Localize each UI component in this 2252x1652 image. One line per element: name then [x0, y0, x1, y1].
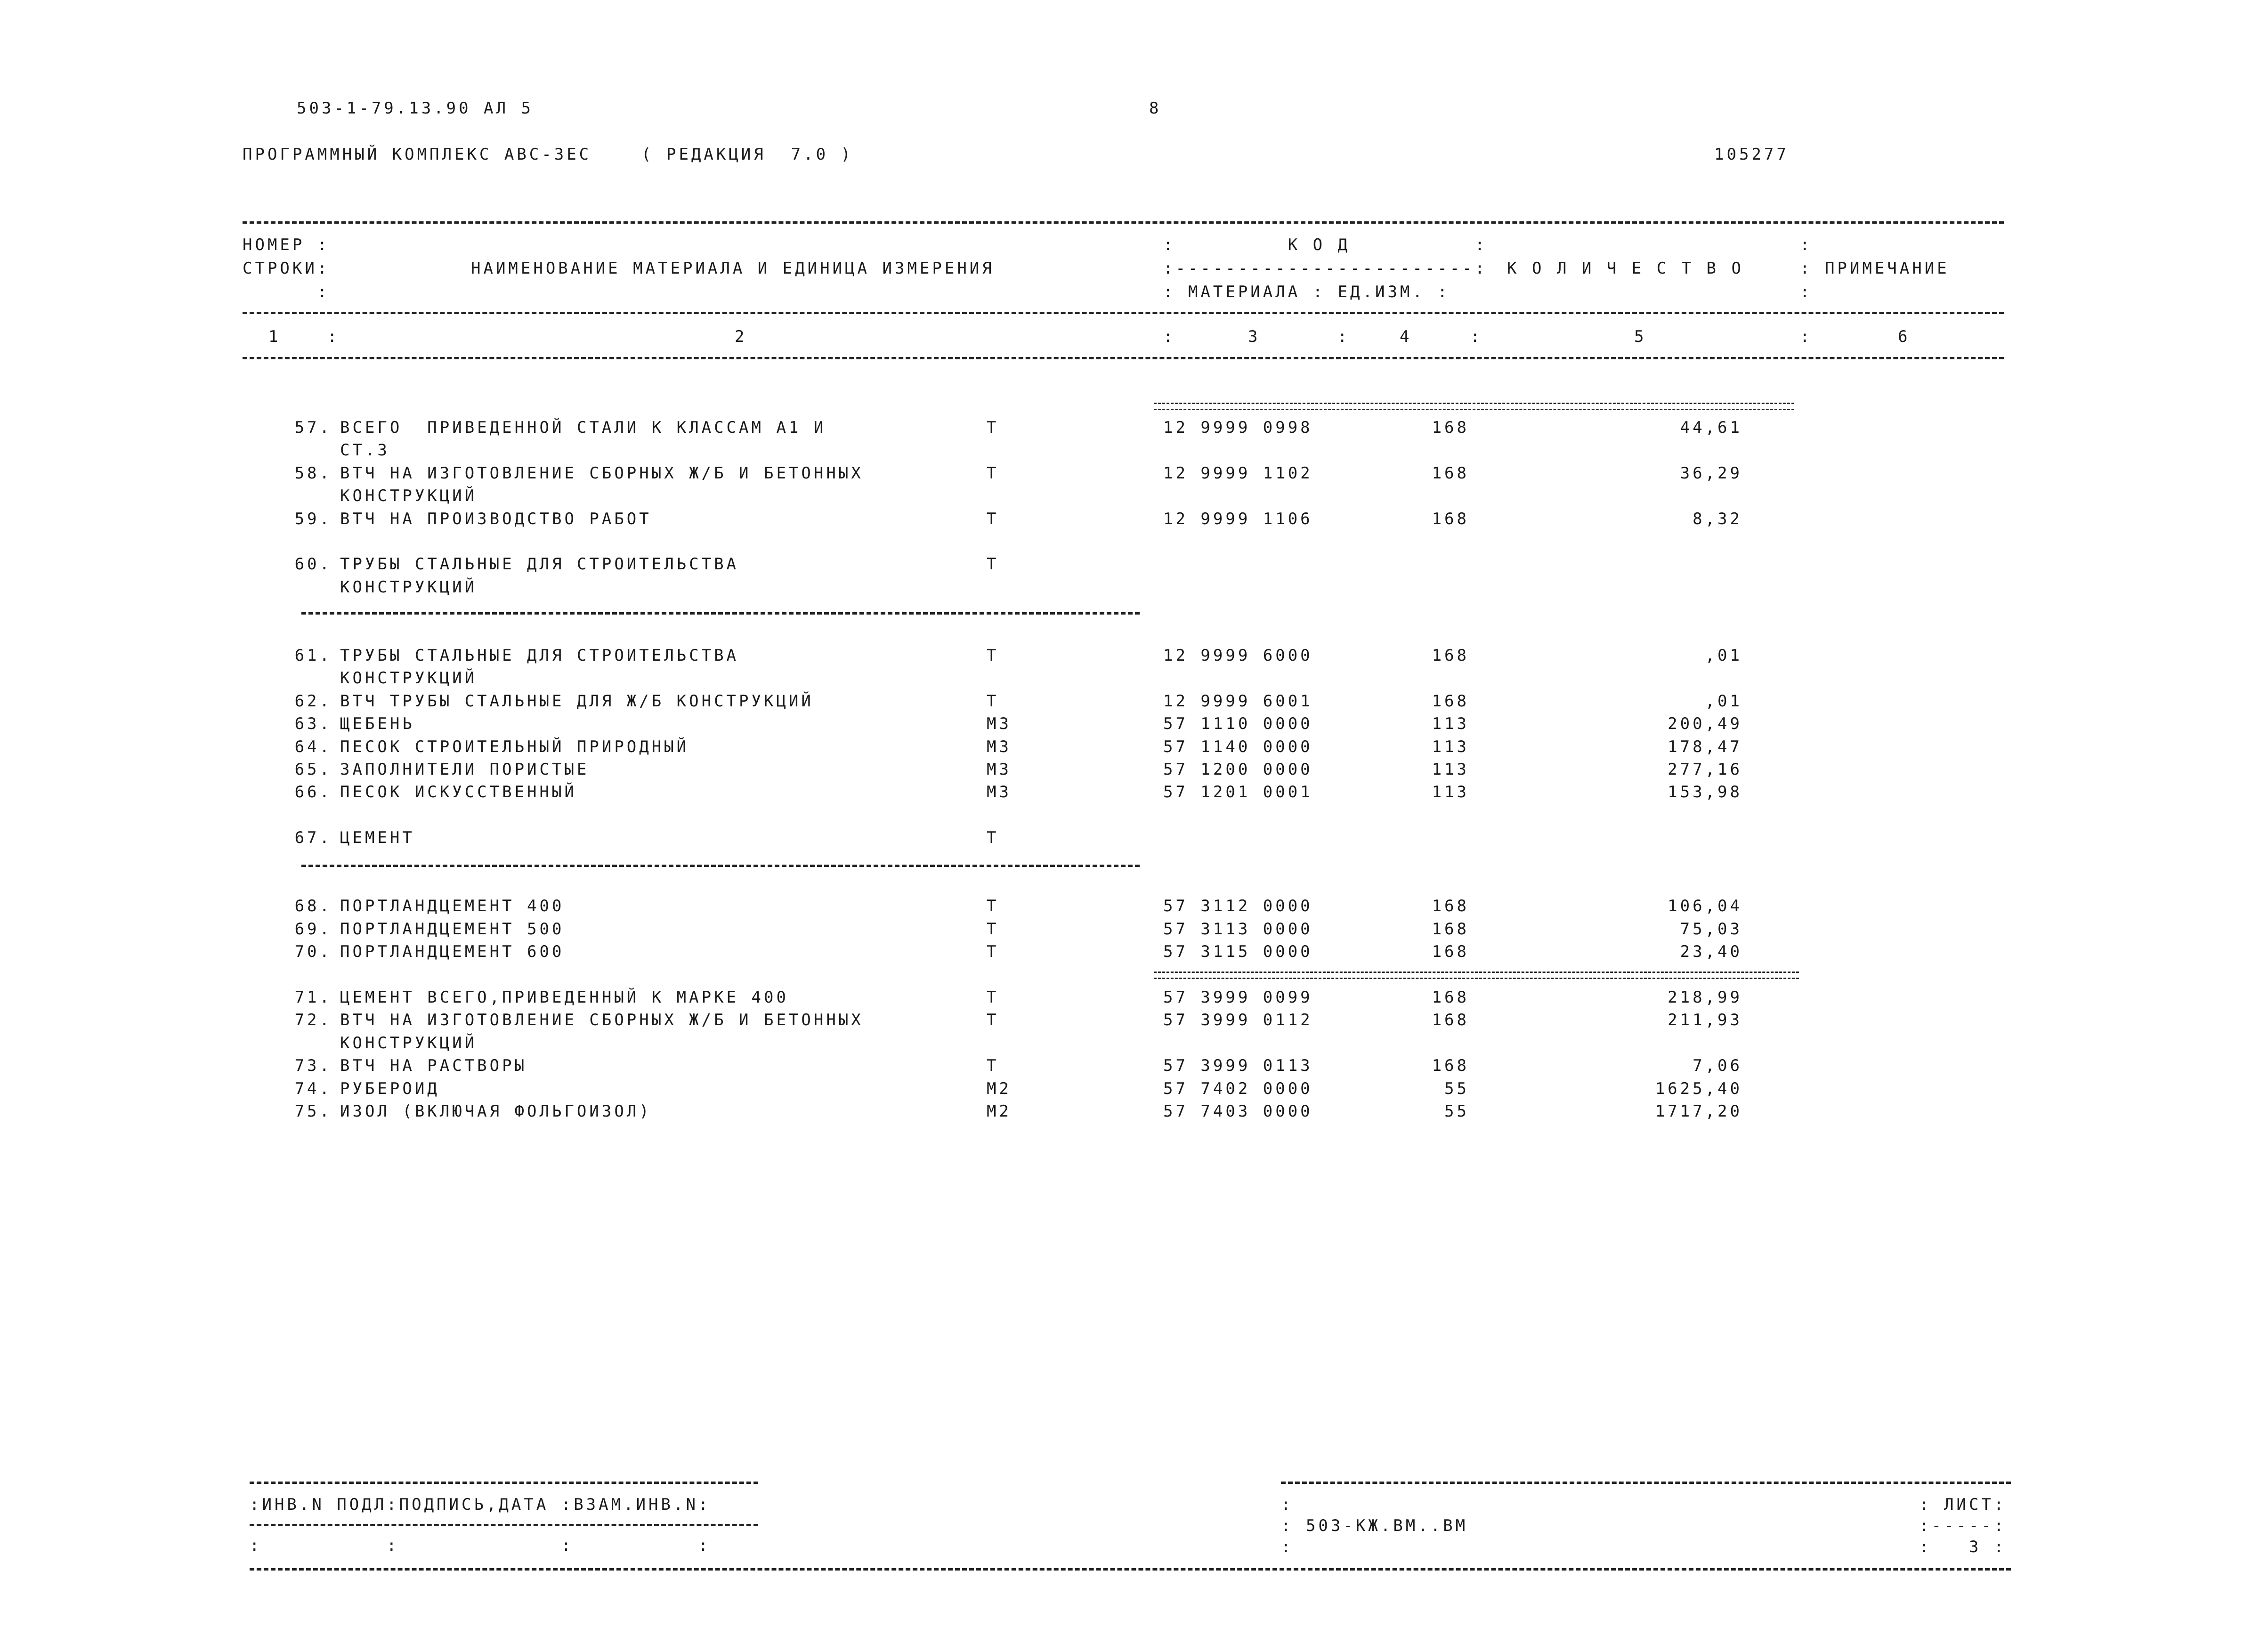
material-name: ВТЧ ТРУБЫ СТАЛЬНЫЕ ДЛЯ Ж/Б КОНСТРУКЦИЙ — [340, 691, 814, 711]
column-number-6: 6 — [1898, 327, 1911, 346]
column-number-separator-3: : — [1337, 327, 1350, 346]
sheet-top-rule — [1281, 1482, 2011, 1484]
header-note-separator-bottom: : — [1800, 283, 1813, 301]
material-name: ВТЧ НА ИЗГОТОВЛЕНИЕ СБОРНЫХ Ж/Б И БЕТОННЫХ — [340, 463, 864, 483]
quantity-value: 44,61 — [1680, 418, 1742, 437]
quantity-value: 277,16 — [1668, 760, 1742, 779]
material-code: 57 3999 0112 — [1163, 1011, 1313, 1030]
unit-of-measure: М3 — [987, 714, 1012, 734]
unit-code: 168 — [1432, 646, 1469, 665]
stamp-top-rule — [250, 1482, 758, 1484]
material-name: ПЕСОК ИСКУССТВЕННЫЙ — [340, 783, 577, 802]
material-name: ЦЕМЕНТ — [340, 828, 415, 848]
material-code: 57 3115 0000 — [1163, 942, 1313, 962]
column-number-1: 1 — [268, 327, 281, 346]
material-code: 57 1200 0000 — [1163, 760, 1313, 779]
quantity-value: ,01 — [1705, 646, 1742, 665]
sheet-code-border-bottom: : — [1281, 1538, 1294, 1556]
header-note: : ПРИМЕЧАНИЕ — [1800, 259, 1950, 278]
unit-of-measure: М3 — [987, 783, 1012, 802]
quantity-value: 75,03 — [1680, 919, 1742, 939]
quantity-value: 200,49 — [1668, 714, 1742, 734]
material-name-continuation: КОНСТРУКЦИЙ — [340, 486, 478, 506]
footer-bottom-rule — [250, 1568, 2011, 1571]
material-code: 12 9999 1106 — [1163, 509, 1313, 528]
material-name: ИЗОЛ (ВКЛЮЧАЯ ФОЛЬГОИЗОЛ) — [340, 1102, 652, 1121]
unit-of-measure: Т — [987, 646, 999, 665]
quantity-value: 36,29 — [1680, 463, 1742, 483]
material-code: 12 9999 6000 — [1163, 646, 1313, 665]
unit-of-measure: Т — [987, 828, 999, 848]
row-number: 59. — [294, 509, 332, 528]
unit-of-measure: Т — [987, 418, 999, 437]
unit-of-measure: Т — [987, 942, 999, 962]
row-number: 58. — [294, 463, 332, 483]
row-number: 75. — [294, 1102, 332, 1121]
program-title: ПРОГРАММНЫЙ КОМПЛЕКС АВС-ЗЕС ( РЕДАКЦИЯ 7.0 ) — [243, 145, 854, 164]
header-quantity: К О Л И Ч Е С Т В О — [1507, 259, 1744, 278]
material-code: 57 1110 0000 — [1163, 714, 1313, 734]
material-name-continuation: КОНСТРУКЦИЙ — [340, 1033, 478, 1053]
column-number-2: 2 — [735, 327, 747, 346]
section-rule — [301, 865, 1140, 867]
unit-code: 168 — [1432, 463, 1469, 483]
row-number: 64. — [294, 737, 332, 756]
document-code: 503-1-79.13.90 АЛ 5 — [297, 99, 534, 118]
header-material-name: НАИМЕНОВАНИЕ МАТЕРИАЛА И ЕДИНИЦА ИЗМЕРЕНИЯ — [471, 259, 995, 278]
material-name: ТРУБЫ СТАЛЬНЫЕ ДЛЯ СТРОИТЕЛЬСТВА — [340, 555, 739, 574]
unit-code: 168 — [1432, 418, 1469, 437]
material-name: ПЕСОК СТРОИТЕЛЬНЫЙ ПРИРОДНЫЙ — [340, 737, 689, 756]
section-rule — [301, 612, 1140, 615]
material-name: ВСЕГО ПРИВЕДЕННОЙ СТАЛИ К КЛАССАМ А1 И — [340, 418, 826, 437]
sheet-code: : 503-КЖ.ВМ..ВМ — [1281, 1516, 1468, 1535]
material-code: 57 7402 0000 — [1163, 1079, 1313, 1098]
material-name: ПОРТЛАНДЦЕМЕНТ 500 — [340, 919, 565, 939]
unit-of-measure: М3 — [987, 760, 1012, 779]
column-number-5: 5 — [1634, 327, 1647, 346]
material-name-continuation: КОНСТРУКЦИЙ — [340, 577, 478, 597]
table-top-rule — [243, 221, 2004, 224]
unit-code: 168 — [1432, 509, 1469, 528]
quantity-value: 218,99 — [1668, 988, 1742, 1007]
sheet-number: : 3 : — [1919, 1538, 2007, 1556]
unit-code: 113 — [1432, 714, 1469, 734]
unit-code: 168 — [1432, 1011, 1469, 1030]
material-code: 57 1201 0001 — [1163, 783, 1313, 802]
row-number: 70. — [294, 942, 332, 962]
row-number: 60. — [294, 555, 332, 574]
row-number: 63. — [294, 714, 332, 734]
column-number-separator-4: : — [1470, 327, 1483, 346]
material-name: ВТЧ НА ПРОИЗВОДСТВО РАБОТ — [340, 509, 652, 528]
header-row-number-line2: СТРОКИ: — [243, 259, 330, 278]
unit-code: 168 — [1432, 691, 1469, 711]
unit-of-measure: М3 — [987, 737, 1012, 756]
sheet-code-border-top: : — [1281, 1495, 1294, 1514]
unit-of-measure: Т — [987, 691, 999, 711]
quantity-value: 153,98 — [1668, 783, 1742, 802]
column-number-separator-2: : — [1163, 327, 1176, 346]
quantity-value: 211,93 — [1668, 1011, 1742, 1030]
quantity-value: 23,40 — [1680, 942, 1742, 962]
row-number: 74. — [294, 1079, 332, 1098]
unit-code: 113 — [1432, 737, 1469, 756]
material-code: 57 3113 0000 — [1163, 919, 1313, 939]
quantity-value: 7,06 — [1693, 1056, 1742, 1076]
material-code: 57 1140 0000 — [1163, 737, 1313, 756]
material-name: ЦЕМЕНТ ВСЕГО,ПРИВЕДЕННЫЙ К МАРКЕ 400 — [340, 988, 789, 1007]
quantity-value: 106,04 — [1668, 897, 1742, 916]
unit-of-measure: М2 — [987, 1079, 1012, 1098]
unit-code: 168 — [1432, 897, 1469, 916]
material-name: ТРУБЫ СТАЛЬНЫЕ ДЛЯ СТРОИТЕЛЬСТВА — [340, 646, 739, 665]
material-code: 12 9999 1102 — [1163, 463, 1313, 483]
unit-of-measure: Т — [987, 988, 999, 1007]
row-number: 72. — [294, 1011, 332, 1030]
column-number-4: 4 — [1400, 327, 1412, 346]
stamp-empty-cells: : : : : — [250, 1536, 711, 1555]
row-number: 71. — [294, 988, 332, 1007]
material-name: ПОРТЛАНДЦЕМЕНТ 600 — [340, 942, 565, 962]
material-name-continuation: КОНСТРУКЦИЙ — [340, 669, 478, 688]
column-number-separator-5: : — [1800, 327, 1813, 346]
column-number-3: 3 — [1248, 327, 1261, 346]
unit-code: 113 — [1432, 783, 1469, 802]
page-number: 8 — [1149, 99, 1162, 118]
stamp-labels: :ИНВ.N ПОДЛ:ПОДПИСЬ,ДАТА :ВЗАМ.ИНВ.N: — [250, 1495, 711, 1514]
column-number-rule — [243, 357, 2004, 359]
unit-code: 55 — [1444, 1079, 1469, 1098]
material-code: 57 3999 0099 — [1163, 988, 1313, 1007]
unit-of-measure: Т — [987, 1011, 999, 1030]
material-code: 57 7403 0000 — [1163, 1102, 1313, 1121]
unit-of-measure: М2 — [987, 1102, 1012, 1121]
quantity-value: ,01 — [1705, 691, 1742, 711]
unit-of-measure: Т — [987, 897, 999, 916]
row-number: 61. — [294, 646, 332, 665]
quantity-value: 1717,20 — [1655, 1102, 1742, 1121]
quantity-value: 1625,40 — [1655, 1079, 1742, 1098]
material-code: 57 3112 0000 — [1163, 897, 1313, 916]
unit-of-measure: Т — [987, 1056, 999, 1076]
row-number: 67. — [294, 828, 332, 848]
unit-code: 168 — [1432, 919, 1469, 939]
material-name: ЩЕБЕНЬ — [340, 714, 415, 734]
material-name: ЗАПОЛНИТЕЛИ ПОРИСТЫЕ — [340, 760, 590, 779]
header-note-separator-top: : — [1800, 235, 1813, 254]
material-name: ВТЧ НА ИЗГОТОВЛЕНИЕ СБОРНЫХ Ж/Б И БЕТОННЫХ — [340, 1011, 864, 1030]
header-rule — [243, 312, 2004, 314]
unit-code: 113 — [1432, 760, 1469, 779]
row-number: 68. — [294, 897, 332, 916]
quantity-value: 8,32 — [1693, 509, 1742, 528]
unit-of-measure: Т — [987, 463, 999, 483]
total-double-rule — [1154, 403, 1794, 410]
unit-of-measure: Т — [987, 555, 999, 574]
header-code-line1: : К О Д : — [1163, 235, 1488, 254]
column-number-separator-1: : — [327, 327, 340, 346]
material-name: РУБЕРОИД — [340, 1079, 440, 1098]
material-name: ВТЧ НА РАСТВОРЫ — [340, 1056, 527, 1076]
row-number: 66. — [294, 783, 332, 802]
unit-code: 55 — [1444, 1102, 1469, 1121]
material-name: ПОРТЛАНДЦЕМЕНТ 400 — [340, 897, 565, 916]
material-code: 12 9999 6001 — [1163, 691, 1313, 711]
row-number: 57. — [294, 418, 332, 437]
quantity-value: 178,47 — [1668, 737, 1742, 756]
unit-of-measure: Т — [987, 919, 999, 939]
row-number: 65. — [294, 760, 332, 779]
header-row-number-line1: НОМЕР : — [243, 235, 330, 254]
material-code: 12 9999 0998 — [1163, 418, 1313, 437]
stamp-mid-rule — [250, 1524, 758, 1526]
unit-code: 168 — [1432, 988, 1469, 1007]
sheet-separator: :-----: — [1919, 1516, 2007, 1535]
sheet-label: : ЛИСТ: — [1919, 1495, 2007, 1514]
material-code: 57 3999 0113 — [1163, 1056, 1313, 1076]
header-code-line2: :------------------------: — [1163, 259, 1488, 278]
unit-code: 168 — [1432, 1056, 1469, 1076]
total-double-rule — [1154, 972, 1799, 979]
row-number: 62. — [294, 691, 332, 711]
unit-of-measure: Т — [987, 509, 999, 528]
row-number: 69. — [294, 919, 332, 939]
header-code-line3: : МАТЕРИАЛА : ЕД.ИЗМ. : — [1163, 283, 1450, 301]
unit-code: 168 — [1432, 942, 1469, 962]
material-name-continuation: СТ.3 — [340, 441, 390, 460]
row-number: 73. — [294, 1056, 332, 1076]
header-row-number-line3: : — [243, 283, 330, 301]
document-serial: 105277 — [1714, 145, 1789, 164]
